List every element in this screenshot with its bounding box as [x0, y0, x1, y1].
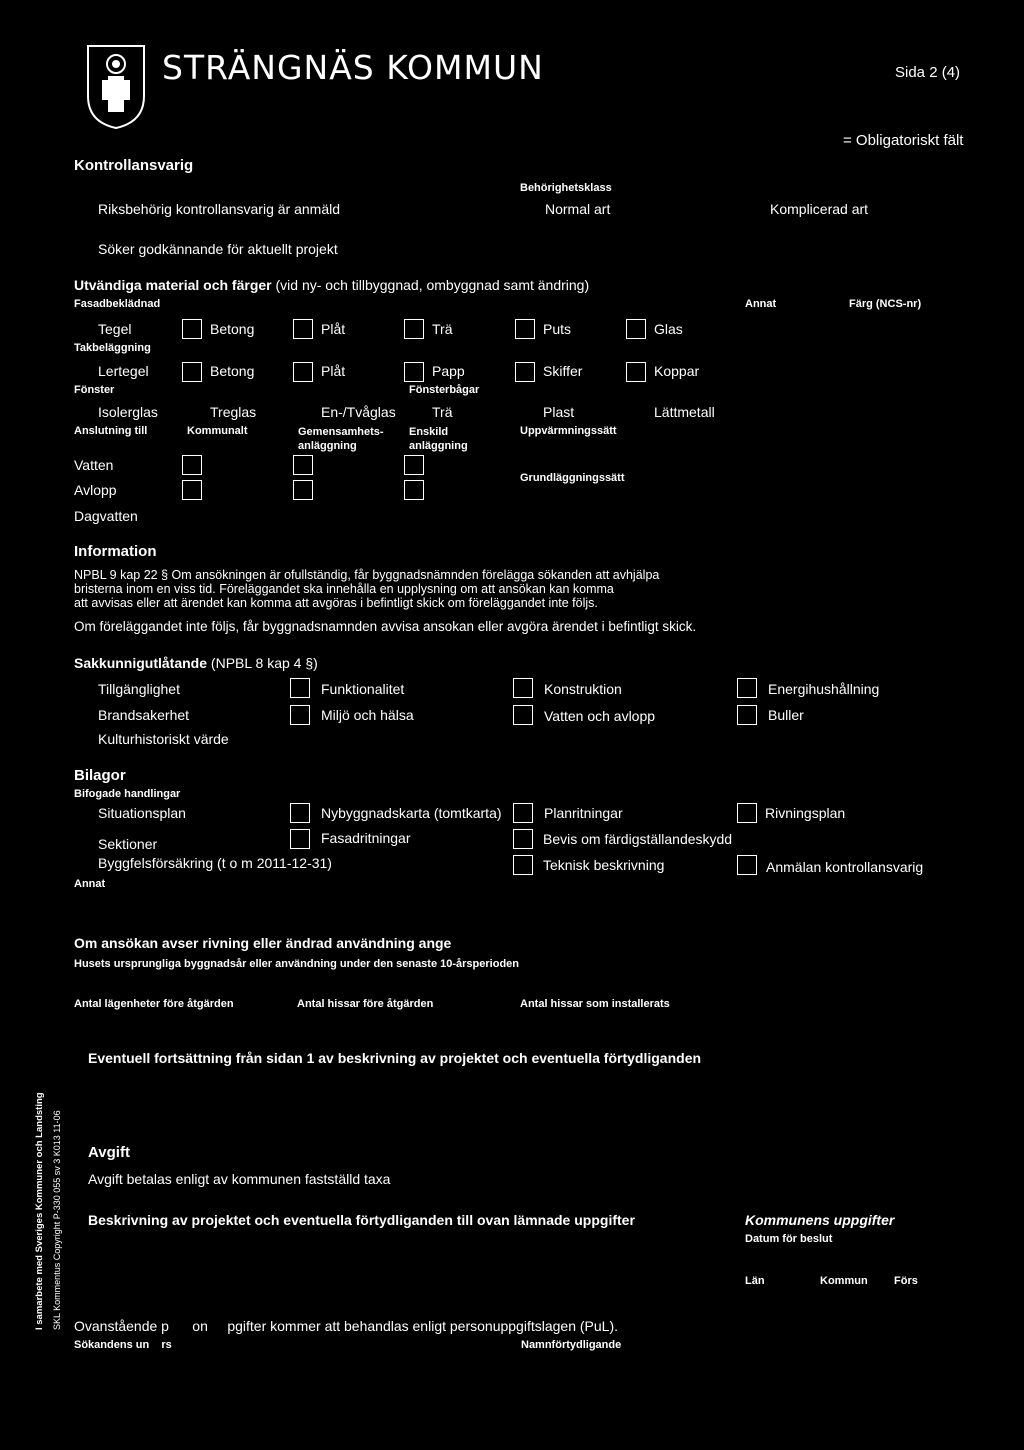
- fonster-label: Fönster: [74, 384, 115, 396]
- tak-betong-checkbox[interactable]: [182, 362, 202, 382]
- fasad-item-glas: Glas: [654, 321, 683, 337]
- material-heading-bold: Utvändiga material och färger: [74, 277, 272, 293]
- datum-for-beslut-label: Datum för beslut: [745, 1233, 833, 1245]
- anmalan-kontrollansvarig-checkbox[interactable]: [737, 855, 757, 875]
- tak-koppar-checkbox[interactable]: [626, 362, 646, 382]
- antal-hissar-installerats-label: Antal hissar som installerats: [520, 998, 670, 1010]
- vatten-gemensam-checkbox[interactable]: [293, 455, 313, 475]
- kommun-label: Kommun: [820, 1275, 868, 1287]
- fasadritningar-checkbox[interactable]: [290, 829, 310, 849]
- uppvarmningssatt-label: Uppvärmningssätt: [520, 425, 617, 437]
- sakkunnig-funktionalitet: Funktionalitet: [321, 681, 405, 697]
- sakkunnig-kulturhistoriskt: Kulturhistoriskt värde: [98, 731, 229, 747]
- sakkunnig-heading-rest: (NPBL 8 kap 4 §): [207, 655, 318, 671]
- energihushallning-checkbox[interactable]: [737, 678, 757, 698]
- fasad-item-plat: Plåt: [321, 321, 346, 337]
- enskild-line2: anläggning: [409, 440, 468, 452]
- bilaga-nybyggnadskarta: Nybyggnadskarta (tomtkarta): [321, 805, 502, 821]
- rivningsplan-checkbox[interactable]: [737, 803, 757, 823]
- konstruktion-checkbox[interactable]: [513, 678, 533, 698]
- section-heading-sakkunnig: [74, 655, 318, 671]
- avlopp-gemensam-checkbox[interactable]: [293, 480, 313, 500]
- fasad-item-tra: Trä: [432, 321, 453, 337]
- information-line-1: NPBL 9 kap 22 § Om ansökningen är ofullständig, får byggnadsnämnden förelägga sökanden att avhjälpa: [74, 568, 660, 582]
- page-number: Sida 2 (4): [895, 64, 961, 81]
- anslutning-row-avlopp: Avlopp: [74, 482, 117, 498]
- information-line-4: Om föreläggandet inte följs, får byggnadsnamnden avvisa ansokan eller avgöra ärendet i befintligt skick.: [74, 619, 697, 634]
- fasad-puts-checkbox[interactable]: [515, 319, 535, 339]
- takbelaggning-label: Takbeläggning: [74, 342, 151, 354]
- sakkunnig-vatten-avlopp: Vatten och avlopp: [544, 708, 656, 724]
- information-line-3: att avvisas eller att ärendet kan komma att avgöras i befintligt skick om föreläggandet inte följs.: [74, 596, 598, 610]
- tak-plat-checkbox[interactable]: [293, 362, 313, 382]
- sakkunnig-miljo-halsa: Miljö och hälsa: [321, 707, 414, 723]
- avlopp-kommunalt-checkbox[interactable]: [182, 480, 202, 500]
- fasad-plat-checkbox[interactable]: [293, 319, 313, 339]
- tak-item-koppar: Koppar: [654, 363, 700, 379]
- miljo-halsa-checkbox[interactable]: [290, 705, 310, 725]
- komplicerad-art-option[interactable]: Komplicerad art: [770, 201, 869, 217]
- anslutning-label: Anslutning till: [74, 425, 148, 437]
- bilaga-rivningsplan: Rivningsplan: [765, 805, 846, 821]
- planritningar-checkbox[interactable]: [513, 803, 533, 823]
- vatten-avlopp-checkbox[interactable]: [513, 705, 533, 725]
- annat-label: Annat: [745, 298, 777, 310]
- namnfortydligande-label: Namnförtydligande: [521, 1339, 622, 1351]
- fors-label: Förs: [894, 1275, 918, 1287]
- sakkunnig-energihushallning: Energihushållning: [768, 681, 880, 697]
- fonster-item-treglas: Treglas: [210, 404, 257, 420]
- fonster-item-en-tvaglas: En-/Tvåglas: [321, 404, 396, 420]
- material-heading-rest: (vid ny- och tillbyggnad, ombyggnad samt ändring): [271, 277, 590, 293]
- funktionalitet-checkbox[interactable]: [290, 678, 310, 698]
- fasad-item-betong: Betong: [210, 321, 255, 337]
- tak-item-papp: Papp: [432, 363, 465, 379]
- gemensamhetsanlaggning-label: [298, 425, 384, 453]
- ursprungligt-byggnadsar-label: Husets ursprungliga byggnadsår eller användning under den senaste 10-årsperioden: [74, 958, 520, 970]
- tak-item-plat: Plåt: [321, 363, 346, 379]
- fonsterbagar-item-lattmetall: Lättmetall: [654, 404, 715, 420]
- sakkunnig-buller: Buller: [768, 707, 804, 723]
- section-heading-material: [74, 277, 589, 293]
- buller-checkbox[interactable]: [737, 705, 757, 725]
- lan-label: Län: [745, 1275, 765, 1287]
- fasadbekladnad-label: Fasadbeklädnad: [74, 298, 161, 310]
- sakkunnig-konstruktion: Konstruktion: [544, 681, 622, 697]
- bilagor-annat-label: Annat: [74, 878, 106, 890]
- section-heading-avgift: Avgift: [88, 1144, 130, 1161]
- section-heading-information: Information: [74, 543, 157, 560]
- bifogade-handlingar-label: Bifogade handlingar: [74, 788, 181, 800]
- mandatory-field-note: = Obligatoriskt fält: [843, 132, 964, 149]
- section-heading-kommunens-uppgifter: Kommunens uppgifter: [745, 1212, 895, 1228]
- section-heading-fortsattning: Eventuell fortsättning från sidan 1 av beskrivning av projektet och eventuella förtydliganden: [88, 1050, 702, 1066]
- tak-skiffer-checkbox[interactable]: [515, 362, 535, 382]
- anslutning-row-dagvatten: Dagvatten: [74, 508, 138, 524]
- kommunalt-label: Kommunalt: [187, 425, 248, 437]
- vatten-enskild-checkbox[interactable]: [404, 455, 424, 475]
- side-text-line2: SKL Kommentus Copyright P-330 055 sv 3 K013 11-06: [52, 1110, 62, 1330]
- antal-lagenheter-label: Antal lägenheter före åtgärden: [74, 998, 234, 1010]
- anslutning-row-vatten: Vatten: [74, 457, 114, 473]
- sakkunnig-tillganglighet: Tillgänglighet: [98, 681, 180, 697]
- bevis-fardigstallandeskydd-checkbox[interactable]: [513, 829, 533, 849]
- farg-ncs-label: Färg (NCS-nr): [849, 298, 922, 310]
- section-heading-bilagor: Bilagor: [74, 767, 126, 784]
- information-text: [74, 568, 659, 610]
- fonsterbagar-item-tra: Trä: [432, 404, 453, 420]
- tak-item-skiffer: Skiffer: [543, 363, 583, 379]
- municipal-coat-of-arms-logo: [86, 44, 146, 130]
- vatten-kommunalt-checkbox[interactable]: [182, 455, 202, 475]
- fonsterbagar-item-plast: Plast: [543, 404, 575, 420]
- bilaga-anmalan-kontrollansvarig: Anmälan kontrollansvarig: [766, 859, 924, 875]
- teknisk-beskrivning-checkbox[interactable]: [513, 855, 533, 875]
- fasad-betong-checkbox[interactable]: [182, 319, 202, 339]
- bilaga-planritningar: Planritningar: [544, 805, 623, 821]
- bilaga-bevis-fardigstallandeskydd: Bevis om färdigställandeskydd: [543, 831, 733, 847]
- bilaga-teknisk-beskrivning: Teknisk beskrivning: [543, 857, 665, 873]
- information-line-2: bristerna inom en viss tid. Föreläggandet ska innehålla en upplysning om att ansökan kan komma: [74, 582, 614, 596]
- bilaga-byggfelsforsakring: Byggfelsförsäkring (t o m 2011-12-31): [98, 855, 332, 871]
- enskild-line1: Enskild: [409, 426, 449, 438]
- side-text-line1: I samarbete med Sveriges Kommuner och Landsting: [34, 1092, 45, 1330]
- fasad-glas-checkbox[interactable]: [626, 319, 646, 339]
- grundlaggningssatt-label: Grundläggningssätt: [520, 472, 625, 484]
- tak-papp-checkbox[interactable]: [404, 362, 424, 382]
- vertical-copyright-text: [30, 1040, 70, 1330]
- avgift-text: Avgift betalas enligt av kommunen fastställd taxa: [88, 1171, 391, 1187]
- fasad-item-tegel: Tegel: [98, 321, 132, 337]
- soker-godkannande-option[interactable]: Söker godkännande för aktuellt projekt: [98, 241, 338, 257]
- gemensam-line1: Gemensamhets-: [298, 426, 384, 438]
- section-heading-beskrivning: Beskrivning av projektet och eventuella förtydliganden till ovan lämnade uppgifter: [88, 1212, 635, 1228]
- tak-item-betong: Betong: [210, 363, 255, 379]
- sakkunnig-heading-bold: Sakkunnigutlåtande: [74, 655, 208, 671]
- nybyggnadskarta-checkbox[interactable]: [290, 803, 310, 823]
- section-heading-rivning: Om ansökan avser rivning eller ändrad användning ange: [74, 935, 452, 951]
- organization-name: STRÄNGNÄS KOMMUN: [162, 48, 544, 87]
- normal-art-option[interactable]: Normal art: [545, 201, 611, 217]
- bilaga-situationsplan: Situationsplan: [98, 805, 186, 821]
- sokandens-underskrift-label: Sökandens un rs: [74, 1339, 172, 1351]
- fonster-item-isolerglas: Isolerglas: [98, 404, 158, 420]
- avlopp-enskild-checkbox[interactable]: [404, 480, 424, 500]
- tak-item-lertegel: Lertegel: [98, 363, 149, 379]
- enskild-anlaggning-label: [409, 425, 468, 453]
- antal-hissar-fore-label: Antal hissar före åtgärden: [297, 998, 434, 1010]
- fasad-tra-checkbox[interactable]: [404, 319, 424, 339]
- behorighetsklass-label: Behörighetsklass: [520, 182, 612, 194]
- section-heading-kontrollansvarig: Kontrollansvarig: [74, 157, 194, 174]
- sakkunnig-brandsakerhet: Brandsakerhet: [98, 707, 190, 723]
- bilaga-sektioner: Sektioner: [98, 836, 158, 852]
- fonsterbagar-label: Fönsterbågar: [409, 384, 480, 396]
- riksbehorig-option[interactable]: Riksbehörig kontrollansvarig är anmäld: [98, 201, 341, 217]
- fasad-item-puts: Puts: [543, 321, 572, 337]
- bilaga-fasadritningar: Fasadritningar: [321, 830, 411, 846]
- pul-notice: Ovanstående p on pgifter kommer att behandlas enligt personuppgiftslagen (PuL).: [74, 1318, 618, 1334]
- gemensam-line2: anläggning: [298, 440, 357, 452]
